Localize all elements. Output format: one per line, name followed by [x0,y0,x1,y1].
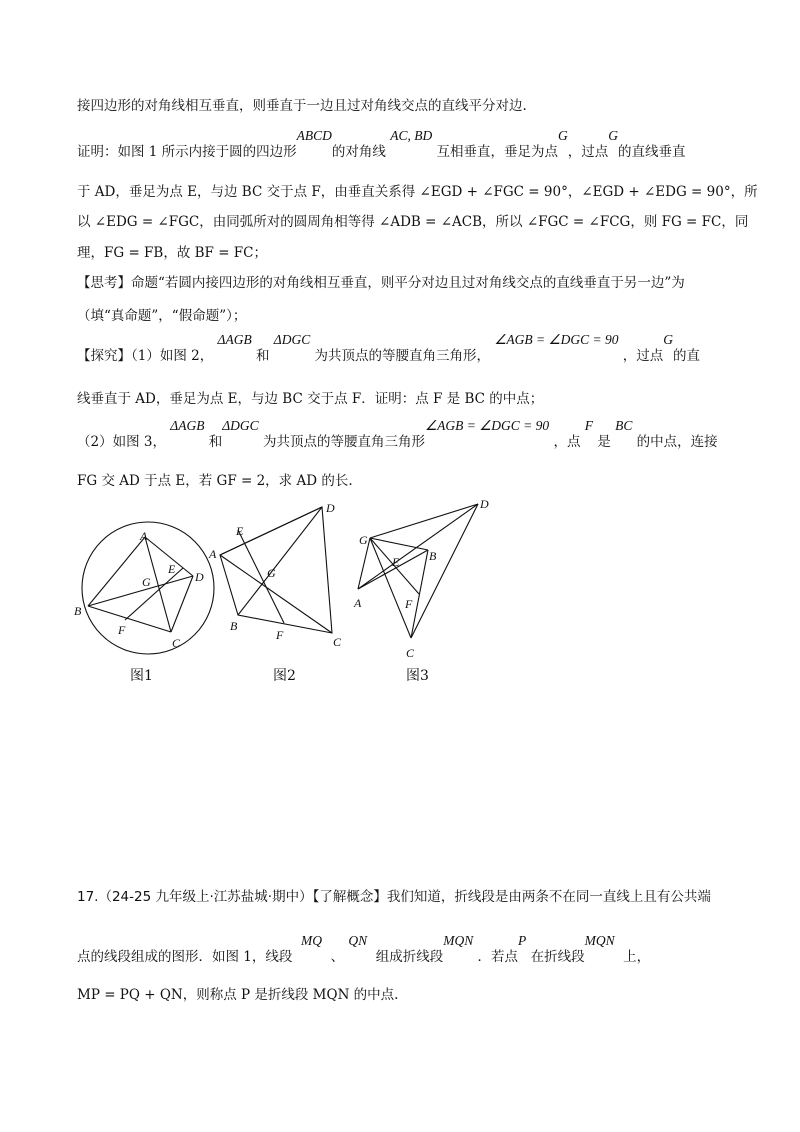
text-line-11: FG 交 AD 于点 E，若 GF = 2，求 AD 的长. [77,473,353,489]
label-g-fig3: G [359,533,368,547]
label-c-fig3: C [406,646,415,660]
label-b-fig1: B [74,604,82,618]
label-e-fig3: E [392,555,400,569]
caption-fig1: 图1 [130,668,153,684]
text-span: 点的线段组成的图形．如图 1，线段 [77,949,293,965]
text-line-2 [77,128,686,162]
question-17-line-1: 17.（24-25 九年级上·江苏盐城·期中）【了解概念】我们知道，折线段是由两条不在同一直线上且有公共端 [77,889,711,905]
caption-fig2: 图2 [273,668,296,684]
geometry-figures [70,490,530,690]
math-angle-equation: ∠AGB = ∠DGC = 90 [424,418,550,433]
label-d-fig3: D [480,497,489,511]
text-line-1: 接四边形的对角线相互垂直，则垂直于一边且过对角线交点的直线平分对边. [77,98,527,114]
label-c-fig2: C [333,635,342,649]
text-span: 为共顶点的等腰直角三角形， [314,348,491,364]
label-b-fig2: B [230,619,238,633]
text-span: 的中点，连接 [636,434,718,450]
text-line-4: 以 ∠EDG = ∠FGC，由同弧所对的圆周角相等得 ∠ADB = ∠ACB，所以 ∠FGC = ∠FCG，则 FG = FC，同 [77,214,749,230]
math-g: G [663,332,674,347]
label-f-fig2: F [276,628,284,642]
label-f-fig3: F [405,597,413,611]
math-ac-bd: AC, BD [390,128,433,143]
label-a-fig1: A [140,529,148,543]
label-f-fig1: F [118,623,126,637]
figures-area [70,490,530,690]
label-d-fig1: D [195,570,204,584]
text-span: 、 [330,949,345,965]
text-line-10 [77,418,718,452]
math-g: G [608,128,619,143]
question-17-line-3: MP = PQ + QN，则称点 P 是折线段 MQN 的中点. [77,987,399,1003]
text-span: 是 [597,434,611,450]
text-span: 的直 [673,348,701,364]
figure-3-diagram [358,504,478,638]
text-span: 组成折线段 [375,949,444,965]
text-span: 互相垂直，垂足为点 [436,144,559,160]
text-line-3: 于 AD，垂足为点 E，与边 BC 交于点 F，由垂直关系得 ∠EGD + ∠FGC = 90°，∠EGD + ∠EDG = 90°，所 [77,184,758,200]
question-17-line-2 [77,933,651,967]
text-line-9: 线垂直于 AD，垂足为点 E，与边 BC 交于点 F．证明：点 F 是 BC 的中点； [77,391,544,407]
text-line-5: 理，FG = FB，故 BF = FC； [77,245,268,261]
text-span: （2）如图 3， [77,434,166,450]
text-span: ，过点 [567,144,609,160]
label-g-fig1: G [142,575,151,589]
math-abcd: ABCD [296,128,332,143]
label-a-fig2: A [209,547,217,561]
text-line-7: （填“真命题”，“假命题”）； [77,308,247,324]
label-g-fig2: G [267,566,276,580]
caption-fig3: 图3 [406,668,429,684]
text-span: 和 [208,434,223,450]
math-angle-equation: ∠AGB = ∠DGC = 90 [494,332,619,347]
text-span: ，过点 [622,348,664,364]
text-span: ，点 [553,434,581,450]
text-span: 在折线段 [530,949,585,965]
label-e-fig2: E [236,524,244,538]
text-span: 【探究】（1）如图 2， [77,348,214,364]
math-mqn: MQN [584,933,615,948]
math-triangle-agb: ΔAGB [170,418,205,433]
math-bc: BC [615,418,633,433]
math-g: G [558,128,568,143]
text-line-6: 【思考】命题“若圆内接四边形的对角线相互垂直，则平分对边且过对角线交点的直线垂直于另一边”为 [77,275,685,291]
math-triangle-dgc: ΔDGC [273,332,311,347]
text-span: 的对角线 [331,144,386,160]
text-span: 证明：如图 1 所示内接于圆的四边形 [77,144,297,160]
label-e-fig1: E [168,562,176,576]
label-a-fig3: A [354,596,362,610]
text-span: 为共顶点的等腰直角三角形 [262,434,425,450]
math-mq: MQ [300,933,322,948]
text-span: 和 [256,348,270,364]
text-span: 的直线垂直 [618,144,686,160]
math-qn: QN [348,933,368,948]
math-triangle-dgc: ΔDGC [222,418,259,433]
text-line-8 [77,332,701,366]
math-mqn: MQN [443,933,474,948]
label-c-fig1: C [172,636,181,650]
label-d-fig2: D [326,501,335,515]
math-f: F [584,418,593,433]
text-span: 上， [623,949,651,965]
text-span: ．若点 [477,949,519,965]
label-b-fig3: B [429,549,437,563]
math-triangle-agb: ΔAGB [217,332,252,347]
math-p: P [518,933,527,948]
